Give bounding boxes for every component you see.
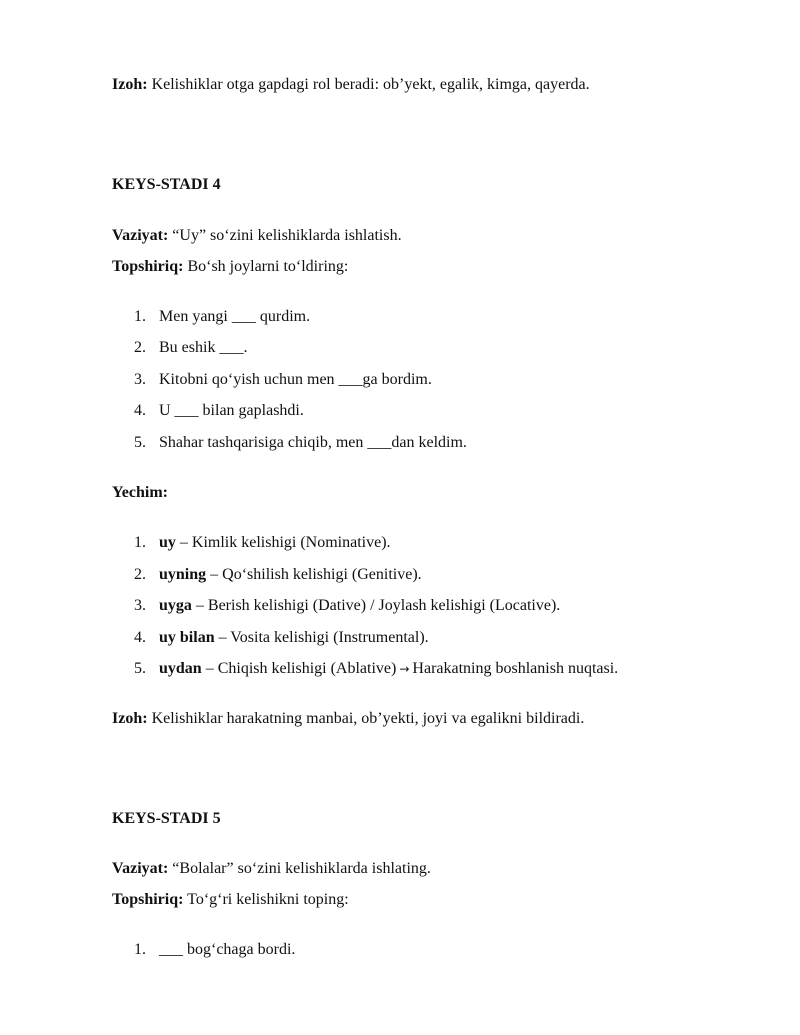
task-label: Topshiriq: — [112, 891, 184, 908]
solution-word: uydan — [159, 660, 202, 677]
solution-rest: – Chiqish kelishigi (Ablative) — [201, 660, 397, 677]
list-number: 5. — [134, 434, 146, 451]
solution-word: uyga — [159, 597, 192, 614]
list-number: 3. — [134, 597, 146, 614]
situation-text: “Uy” so‘zini kelishiklarda ishlatish. — [168, 227, 402, 244]
task-paragraph — [112, 890, 349, 910]
note-text: Kelishiklar otga gapdagi rol beradi: ob’yekt, egalik, kimga, qayerda. — [147, 76, 590, 93]
note-paragraph — [112, 709, 584, 729]
list-number: 4. — [134, 629, 146, 646]
list-text: U ___ bilan gaplashdi. — [159, 402, 304, 419]
situation-paragraph — [112, 859, 431, 879]
solution-rest: – Berish kelishigi (Dative) / Joylash kelishigi (Locative). — [191, 597, 561, 614]
list-text: Men yangi ___ qurdim. — [159, 308, 311, 325]
solution-rest: – Qo‘shilish kelishigi (Genitive). — [206, 566, 422, 583]
section-heading-case-4: KEYS-STADI 4 — [112, 176, 221, 193]
solution-word: uy bilan — [159, 629, 215, 646]
note-label: Izoh: — [112, 710, 148, 727]
solution-rest: – Kimlik kelishigi (Nominative). — [175, 534, 391, 551]
solution-text — [159, 596, 560, 616]
note-text: Kelishiklar harakatning manbai, ob’yekti, joyi va egalikni bildiradi. — [147, 710, 585, 727]
list-text: Bu eshik ___. — [159, 339, 248, 356]
solution-heading: Yechim: — [112, 484, 168, 501]
list-number: 5. — [134, 660, 146, 677]
list-number: 4. — [134, 402, 146, 419]
solution-text — [159, 659, 618, 679]
arrow-right-icon: → — [399, 662, 410, 676]
section-heading-case-5: KEYS-STADI 5 — [112, 810, 221, 827]
situation-text: “Bolalar” so‘zini kelishiklarda ishlating. — [168, 860, 431, 877]
task-text: To‘g‘ri kelishikni toping: — [183, 891, 349, 908]
task-text: Bo‘sh joylarni to‘ldiring: — [183, 258, 349, 275]
list-number: 1. — [134, 534, 146, 551]
list-number: 2. — [134, 566, 146, 583]
list-number: 3. — [134, 371, 146, 388]
solution-text — [159, 565, 422, 585]
task-paragraph — [112, 257, 348, 277]
task-label: Topshiriq: — [112, 258, 184, 275]
situation-paragraph — [112, 226, 402, 246]
list-number: 1. — [134, 941, 146, 958]
list-text: Shahar tashqarisiga chiqib, men ___dan keldim. — [159, 434, 467, 451]
solution-text — [159, 533, 391, 553]
list-text: Kitobni qo‘yish uchun men ___ga bordim. — [159, 371, 432, 388]
note-paragraph — [112, 75, 590, 95]
situation-label: Vaziyat: — [112, 860, 169, 877]
solution-word: uyning — [159, 566, 207, 583]
list-number: 1. — [134, 308, 146, 325]
solution-word: uy — [159, 534, 176, 551]
list-number: 2. — [134, 339, 146, 356]
list-text: ___ bog‘chaga bordi. — [159, 941, 296, 958]
solution-rest: – Vosita kelishigi (Instrumental). — [214, 629, 429, 646]
solution-text — [159, 628, 429, 648]
situation-label: Vaziyat: — [112, 227, 169, 244]
note-label: Izoh: — [112, 76, 148, 93]
solution-tail: Harakatning boshlanish nuqtasi. — [412, 660, 619, 677]
